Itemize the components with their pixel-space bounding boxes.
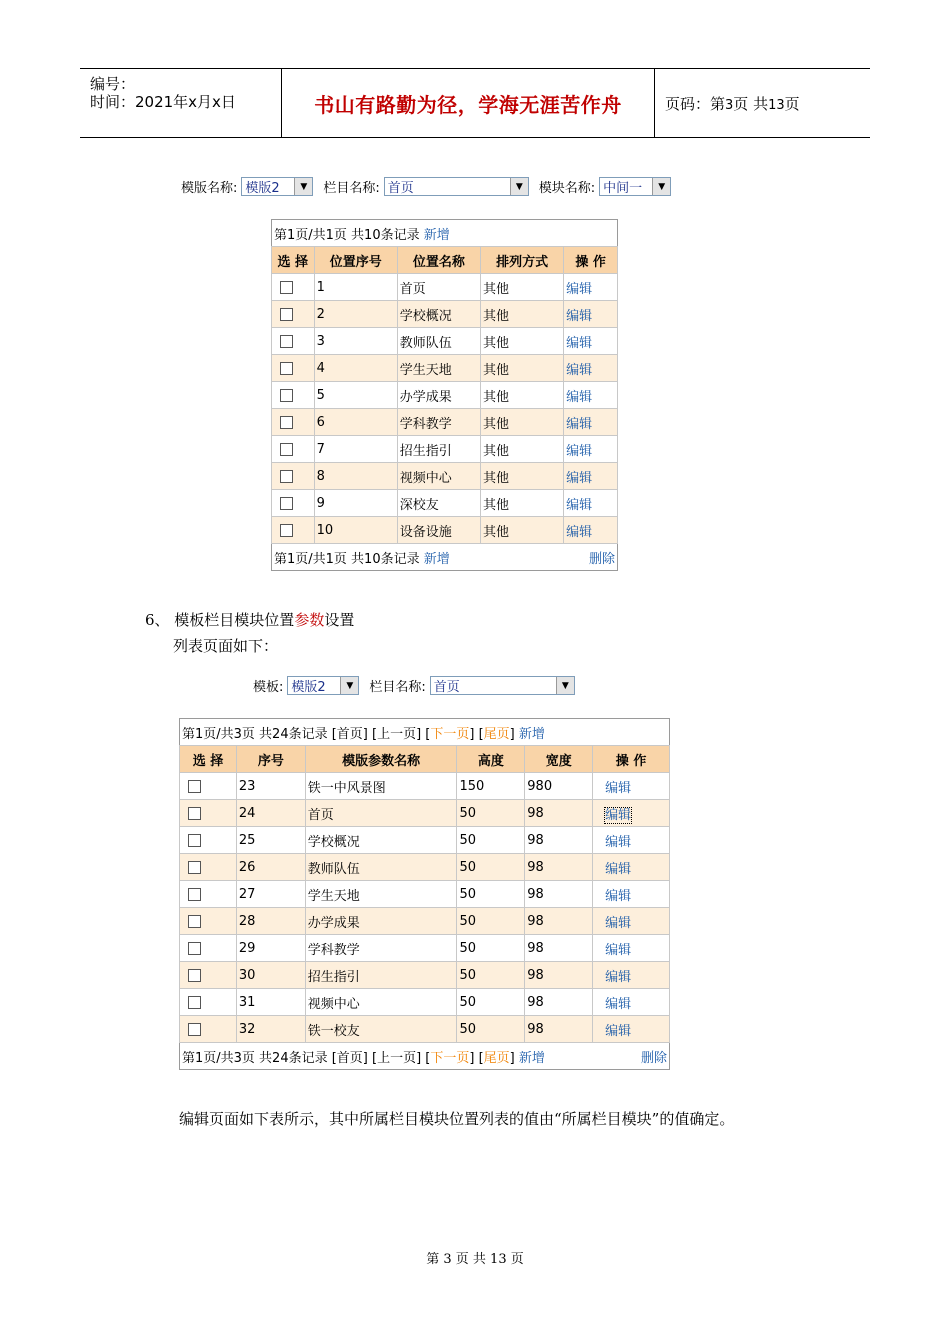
number-label: 编号： <box>90 75 136 93</box>
page-mid: 页 共 <box>733 94 769 113</box>
row-checkbox-cell <box>272 490 315 517</box>
row-action-cell <box>564 382 618 409</box>
edit-link[interactable]: 编辑 <box>605 915 632 931</box>
table-cell-position-name: 学生天地 <box>397 355 480 382</box>
next-page-link[interactable]: 下一页 <box>430 726 470 742</box>
edit-link[interactable]: 编辑 <box>605 1023 632 1039</box>
edit-link[interactable]: 编辑 <box>566 362 593 378</box>
edit-link[interactable]: 编辑 <box>605 834 632 850</box>
table-row <box>272 355 618 382</box>
row-checkbox[interactable] <box>188 996 201 1009</box>
table-cell-seq: 32 <box>236 1016 305 1043</box>
col-position-no: 位置序号 <box>314 247 397 274</box>
row-action-cell <box>593 962 670 989</box>
table-cell-seq: 25 <box>236 827 305 854</box>
closing-paragraph: 编辑页面如下表所示，其中所属栏目模块位置列表的值由“所属栏目模块”的值确定。 <box>179 1110 735 1128</box>
column-select[interactable] <box>384 177 529 196</box>
table-cell-height: 50 <box>457 827 525 854</box>
table-row <box>180 935 670 962</box>
time-label: 时间：2021年x月x日 <box>90 93 236 111</box>
table-cell-seq: 31 <box>236 989 305 1016</box>
column-select-value: 首页 <box>433 680 460 695</box>
pager-end: ] <box>509 726 515 742</box>
row-checkbox-cell <box>272 274 315 301</box>
table-row <box>272 382 618 409</box>
table-cell-width: 98 <box>525 881 593 908</box>
row-checkbox[interactable] <box>188 834 201 847</box>
table-cell-position-no: 1 <box>314 274 397 301</box>
row-action-cell <box>593 989 670 1016</box>
table-pager-bottom <box>180 1043 670 1070</box>
edit-link[interactable]: 编辑 <box>566 524 593 540</box>
pager-text: 第1页/共3页 共24条记录 [首页] [上一页] [ <box>182 1050 431 1066</box>
column-select[interactable] <box>430 676 575 695</box>
header-page-cell <box>655 69 870 137</box>
edit-link[interactable]: 编辑 <box>605 996 632 1012</box>
row-checkbox[interactable] <box>280 416 293 429</box>
table-cell-param-name: 办学成果 <box>305 908 457 935</box>
edit-link[interactable]: 编辑 <box>566 470 593 486</box>
table-cell-seq: 26 <box>236 854 305 881</box>
table-cell-height: 50 <box>457 1016 525 1043</box>
table-cell-height: 50 <box>457 881 525 908</box>
template-select-value: 模版2 <box>245 181 280 196</box>
row-checkbox-cell <box>180 827 237 854</box>
page-suffix: 页 <box>784 94 800 113</box>
col-arrangement: 排列方式 <box>480 247 563 274</box>
edit-link[interactable]: 编辑 <box>605 969 632 985</box>
table-cell-arrangement: 其他 <box>480 355 563 382</box>
row-action-cell <box>593 800 670 827</box>
table-cell-position-no: 7 <box>314 436 397 463</box>
table-cell-width: 98 <box>525 854 593 881</box>
position-table <box>271 219 618 571</box>
table-cell-param-name: 教师队伍 <box>305 854 457 881</box>
table-cell-position-no: 8 <box>314 463 397 490</box>
table-row <box>180 827 670 854</box>
table-cell-param-name: 学科教学 <box>305 935 457 962</box>
table-cell-position-no: 4 <box>314 355 397 382</box>
edit-link[interactable]: 编辑 <box>605 861 632 877</box>
template-label: 模版名称: <box>181 181 238 196</box>
table-cell-param-name: 铁一中风景图 <box>305 773 457 800</box>
table-cell-height: 50 <box>457 962 525 989</box>
table-cell-height: 50 <box>457 989 525 1016</box>
row-checkbox-cell <box>272 355 315 382</box>
row-action-cell <box>564 490 618 517</box>
delete-link[interactable]: 删除 <box>588 551 615 567</box>
table-cell-position-no: 10 <box>314 517 397 544</box>
table-cell-position-name: 学科教学 <box>397 409 480 436</box>
column-label: 栏目名称: <box>323 181 380 196</box>
table-row <box>180 989 670 1016</box>
row-action-cell <box>564 355 618 382</box>
col-action: 操 作 <box>593 746 670 773</box>
chevron-down-icon: ▼ <box>294 178 312 195</box>
table-row <box>180 908 670 935</box>
row-checkbox[interactable] <box>188 915 201 928</box>
col-param-name: 模版参数名称 <box>305 746 457 773</box>
table-cell-param-name: 首页 <box>305 800 457 827</box>
row-checkbox-cell <box>180 854 237 881</box>
table-cell-position-name: 设备设施 <box>397 517 480 544</box>
table-row <box>180 962 670 989</box>
pager-sep: ] [ <box>469 726 484 742</box>
row-checkbox[interactable] <box>188 969 201 982</box>
edit-link[interactable]: 编辑 <box>566 335 593 351</box>
table-cell-position-no: 5 <box>314 382 397 409</box>
table-row <box>272 274 618 301</box>
table-cell-position-name: 教师队伍 <box>397 328 480 355</box>
table-cell-width: 98 <box>525 935 593 962</box>
add-link[interactable]: 新增 <box>423 227 450 243</box>
row-checkbox[interactable] <box>188 807 201 820</box>
pager-text: 第1页/共3页 共24条记录 [首页] [上一页] [ <box>182 726 431 742</box>
module-label: 模块名称: <box>538 181 596 196</box>
table-cell-arrangement: 其他 <box>480 274 563 301</box>
row-checkbox-cell <box>180 1016 237 1043</box>
row-checkbox[interactable] <box>188 861 201 874</box>
table-cell-seq: 23 <box>236 773 305 800</box>
edit-link[interactable]: 编辑 <box>605 942 632 958</box>
edit-link[interactable]: 编辑 <box>566 416 593 432</box>
table-cell-seq: 29 <box>236 935 305 962</box>
row-checkbox-cell <box>272 436 315 463</box>
table-cell-param-name: 视频中心 <box>305 989 457 1016</box>
row-action-cell <box>593 1016 670 1043</box>
row-checkbox[interactable] <box>280 497 293 510</box>
row-checkbox[interactable] <box>188 942 201 955</box>
edit-link[interactable]: 编辑 <box>605 807 632 823</box>
row-checkbox[interactable] <box>188 1023 201 1036</box>
row-checkbox-cell <box>180 881 237 908</box>
column-label: 栏目名称: <box>369 680 426 695</box>
col-select: 选 择 <box>272 247 315 274</box>
row-action-cell <box>593 854 670 881</box>
table-cell-arrangement: 其他 <box>480 328 563 355</box>
table-cell-arrangement: 其他 <box>480 301 563 328</box>
row-checkbox-cell <box>180 773 237 800</box>
table-header-row <box>272 247 618 274</box>
table-cell-position-no: 2 <box>314 301 397 328</box>
row-checkbox-cell <box>180 962 237 989</box>
section-title-red: 参数 <box>294 611 325 629</box>
table-cell-param-name: 铁一校友 <box>305 1016 457 1043</box>
row-action-cell <box>564 301 618 328</box>
row-checkbox[interactable] <box>280 308 293 321</box>
delete-link[interactable]: 删除 <box>640 1050 667 1066</box>
template-label: 模板: <box>253 680 284 695</box>
section-6-subtitle: 列表页面如下： <box>173 637 279 655</box>
last-page-link[interactable]: 尾页 <box>483 1050 510 1066</box>
row-checkbox[interactable] <box>280 443 293 456</box>
table-cell-height: 50 <box>457 854 525 881</box>
page-prefix: 页码：第 <box>665 94 726 113</box>
row-checkbox[interactable] <box>280 281 293 294</box>
table-cell-width: 98 <box>525 989 593 1016</box>
row-action-cell <box>564 436 618 463</box>
table-cell-arrangement: 其他 <box>480 517 563 544</box>
chevron-down-icon: ▼ <box>556 677 574 694</box>
col-position-name: 位置名称 <box>397 247 480 274</box>
pager-text: 第1页/共1页 共10条记录 <box>274 551 420 567</box>
table-row <box>272 517 618 544</box>
table-cell-width: 98 <box>525 908 593 935</box>
table-cell-width: 98 <box>525 1016 593 1043</box>
table-cell-position-no: 3 <box>314 328 397 355</box>
table-row <box>180 773 670 800</box>
table-cell-width: 98 <box>525 962 593 989</box>
table-cell-seq: 27 <box>236 881 305 908</box>
edit-link[interactable]: 编辑 <box>566 281 593 297</box>
column-select-value: 首页 <box>387 181 414 196</box>
table-row <box>272 436 618 463</box>
table-cell-seq: 28 <box>236 908 305 935</box>
table-row <box>272 328 618 355</box>
template-param-table <box>179 718 670 1070</box>
table-cell-position-name: 视频中心 <box>397 463 480 490</box>
slogan: 书山有路勤为径，学海无涯苦作舟 <box>314 92 622 117</box>
pager-sep: ] [ <box>469 1050 484 1066</box>
table-cell-height: 50 <box>457 800 525 827</box>
add-link[interactable]: 新增 <box>518 1050 545 1066</box>
edit-link[interactable]: 编辑 <box>566 308 593 324</box>
filter-bar-1 <box>181 177 681 196</box>
row-action-cell <box>564 274 618 301</box>
row-action-cell <box>593 827 670 854</box>
row-checkbox-cell <box>272 328 315 355</box>
page-current: 3 <box>725 97 734 113</box>
table-pager-top <box>180 719 670 746</box>
page-footer: 第 3 页 共 13 页 <box>426 1252 524 1267</box>
table-pager-top <box>272 220 618 247</box>
col-width: 宽度 <box>525 746 593 773</box>
section-title-post: 设置 <box>324 611 355 629</box>
table-row <box>180 800 670 827</box>
row-action-cell <box>564 409 618 436</box>
row-checkbox-cell <box>272 463 315 490</box>
row-action-cell <box>593 935 670 962</box>
module-select-value: 中间一 <box>603 181 643 196</box>
header-slogan-cell <box>282 69 655 137</box>
table-pager-bottom <box>272 544 618 571</box>
chevron-down-icon: ▼ <box>510 178 528 195</box>
table-cell-seq: 24 <box>236 800 305 827</box>
row-checkbox[interactable] <box>188 780 201 793</box>
row-checkbox-cell <box>272 382 315 409</box>
table-row <box>180 854 670 881</box>
table-cell-height: 50 <box>457 908 525 935</box>
col-select: 选 择 <box>180 746 237 773</box>
row-checkbox[interactable] <box>280 470 293 483</box>
row-checkbox-cell <box>180 935 237 962</box>
table-cell-position-name: 招生指引 <box>397 436 480 463</box>
section-title-pre: 6、 模板栏目模块位置 <box>145 611 295 629</box>
row-checkbox-cell <box>180 989 237 1016</box>
table-cell-position-no: 6 <box>314 409 397 436</box>
table-row <box>272 409 618 436</box>
row-checkbox-cell <box>272 409 315 436</box>
col-action: 操 作 <box>564 247 618 274</box>
page-total: 13 <box>768 97 785 113</box>
template-select[interactable] <box>241 177 313 196</box>
col-seq: 序号 <box>236 746 305 773</box>
row-checkbox-cell <box>180 908 237 935</box>
row-checkbox[interactable] <box>188 888 201 901</box>
row-checkbox[interactable] <box>280 335 293 348</box>
table-cell-param-name: 学校概况 <box>305 827 457 854</box>
row-action-cell <box>564 328 618 355</box>
table-cell-position-name: 办学成果 <box>397 382 480 409</box>
table-row <box>180 881 670 908</box>
row-checkbox-cell <box>272 301 315 328</box>
template-select-value: 模版2 <box>291 680 326 695</box>
edit-link[interactable]: 编辑 <box>605 888 632 904</box>
last-page-link[interactable]: 尾页 <box>483 726 510 742</box>
add-link[interactable]: 新增 <box>518 726 545 742</box>
row-action-cell <box>593 881 670 908</box>
table-cell-height: 150 <box>457 773 525 800</box>
row-action-cell <box>593 773 670 800</box>
table-cell-param-name: 招生指引 <box>305 962 457 989</box>
col-height: 高度 <box>457 746 525 773</box>
edit-link[interactable]: 编辑 <box>566 389 593 405</box>
row-action-cell <box>564 463 618 490</box>
header-meta-cell <box>80 69 282 137</box>
row-checkbox[interactable] <box>280 524 293 537</box>
table-cell-arrangement: 其他 <box>480 436 563 463</box>
filter-bar-2 <box>253 676 585 695</box>
row-checkbox[interactable] <box>280 389 293 402</box>
edit-link[interactable]: 编辑 <box>605 780 632 796</box>
table-cell-arrangement: 其他 <box>480 382 563 409</box>
table-cell-position-no: 9 <box>314 490 397 517</box>
table-cell-width: 98 <box>525 800 593 827</box>
chevron-down-icon: ▼ <box>652 178 670 195</box>
add-link[interactable]: 新增 <box>423 551 450 567</box>
table-cell-height: 50 <box>457 935 525 962</box>
pager-text: 第1页/共1页 共10条记录 <box>274 227 420 243</box>
row-checkbox-cell <box>272 517 315 544</box>
page-indicator <box>665 93 800 114</box>
table-row <box>180 1016 670 1043</box>
table-cell-width: 980 <box>525 773 593 800</box>
table-row <box>272 463 618 490</box>
document-header <box>80 68 870 138</box>
table-cell-seq: 30 <box>236 962 305 989</box>
row-action-cell <box>593 908 670 935</box>
table-cell-arrangement: 其他 <box>480 463 563 490</box>
chevron-down-icon: ▼ <box>340 677 358 694</box>
table-cell-position-name: 首页 <box>397 274 480 301</box>
row-action-cell <box>564 517 618 544</box>
table-header-row <box>180 746 670 773</box>
module-select[interactable] <box>599 177 671 196</box>
table-cell-position-name: 深校友 <box>397 490 480 517</box>
edit-link[interactable]: 编辑 <box>566 443 593 459</box>
next-page-link[interactable]: 下一页 <box>430 1050 470 1066</box>
table-cell-arrangement: 其他 <box>480 409 563 436</box>
table-cell-width: 98 <box>525 827 593 854</box>
table-row <box>272 301 618 328</box>
table-cell-position-name: 学校概况 <box>397 301 480 328</box>
table-row <box>272 490 618 517</box>
row-checkbox[interactable] <box>280 362 293 375</box>
table-cell-arrangement: 其他 <box>480 490 563 517</box>
row-checkbox-cell <box>180 800 237 827</box>
section-6-title <box>145 609 354 630</box>
template-select[interactable] <box>287 676 359 695</box>
edit-link[interactable]: 编辑 <box>566 497 593 513</box>
pager-end: ] <box>509 1050 515 1066</box>
table-cell-param-name: 学生天地 <box>305 881 457 908</box>
